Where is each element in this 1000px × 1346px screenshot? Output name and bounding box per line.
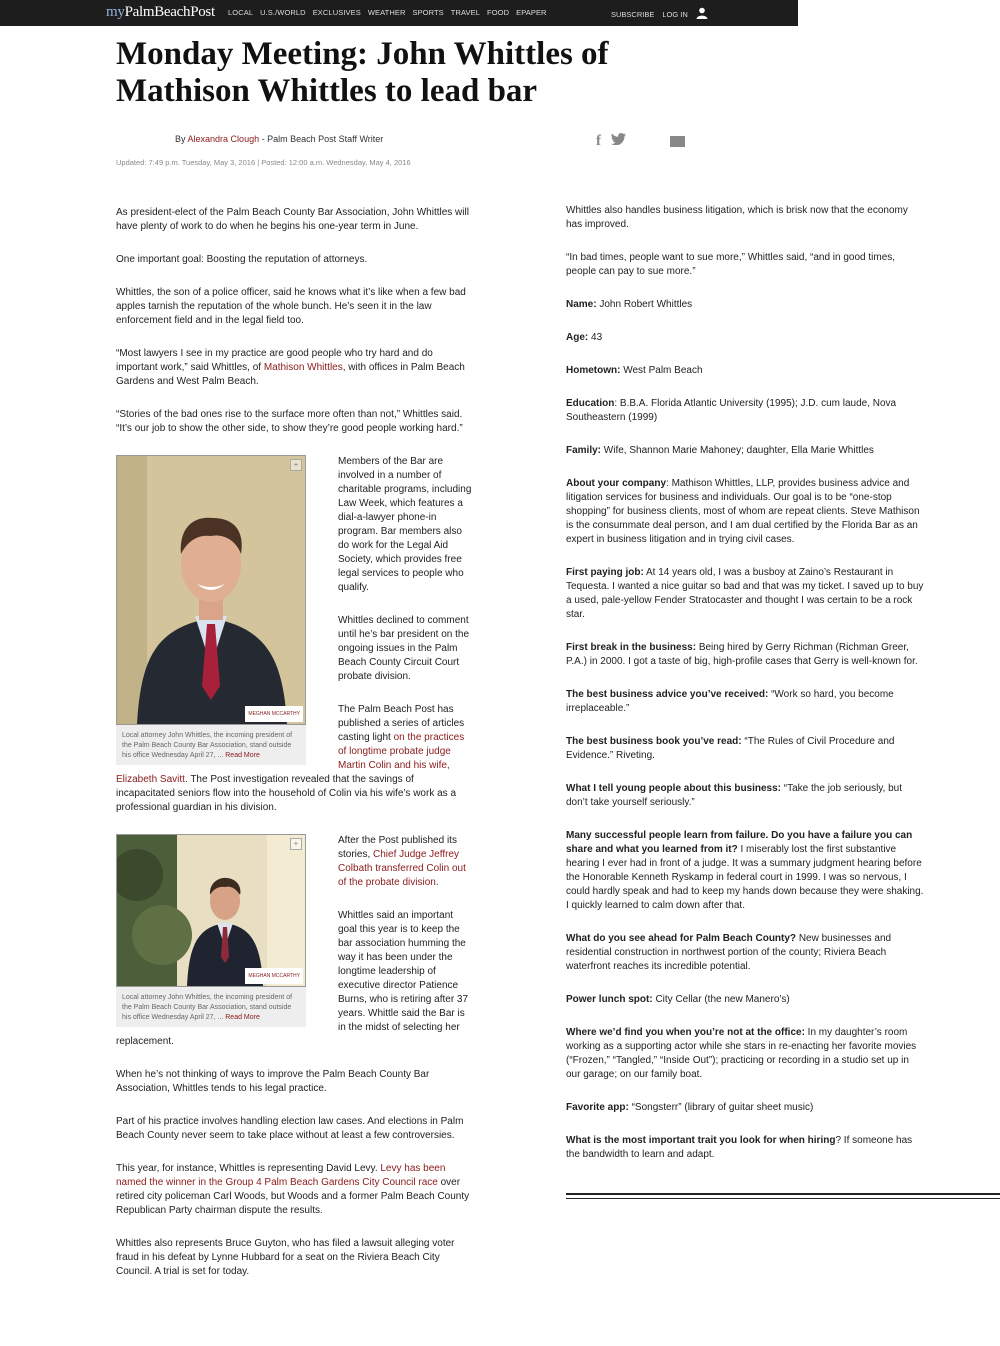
nav-food[interactable]: FOOD [487, 8, 510, 17]
paragraph: “In bad times, people want to sue more,” Whittles said, “and in good times, people can pay to sue more.” [566, 252, 896, 277]
qa-power-lunch: Power lunch spot: City Cellar (the new Manero’s) [566, 994, 790, 1005]
photo-caption: Local attorney John Whittles, the incoming president of the Palm Beach County Bar Association, stand outside his office Wednesday April 27, ... Read More [122, 732, 293, 759]
article-title: Monday Meeting: John Whittles of Mathison Whittles to lead bar [116, 36, 609, 109]
paragraph: “Stories of the bad ones rise to the surface more often than not,” Whittles said. “It’s our job to show the other side, to show they’re good people working hard.” [116, 409, 463, 434]
qa-first-break: First break in the business: Being hired by Gerry Richman (Richman Greer, P.A.) in 2000. I got a taste of big, high-profile cases that Gerry is well-known for. [566, 642, 918, 667]
article-body-left [116, 206, 474, 1298]
photo-credit: MEGHAN MCCARTHY [245, 706, 303, 722]
qa-hiring-trait: What is the most important trait you look for when hiring? If someone has the bandwidth to learn and adapt. [566, 1135, 913, 1160]
paragraph: Whittles, the son of a police officer, said he knows what it’s like when a few bad apples tarnish the reputation of the whole bunch. He’s seen it in the law enforcement field and in the legal field too. [116, 287, 466, 326]
user-icon[interactable] [696, 6, 708, 18]
email-icon[interactable] [670, 136, 685, 147]
nav-epaper[interactable]: EPAPER [516, 8, 547, 17]
nav-sports[interactable]: SPORTS [412, 8, 444, 17]
nav-weather[interactable]: WEATHER [367, 8, 406, 17]
qa-name: Name: John Robert Whittles [566, 299, 693, 310]
qa-failure: Many successful people learn from failure. Do you have a failure you can share and what you learned from it? I miserably lost the first substantive hearing I ever had in front of a judge. It was a summary judgment hearing before the Honorable Kenneth Ryskamp in federal court in 1999. I was so nervous, I could hardly speak and had to keep my hands down because they were shaking. I quickly learned to calm down after that. [566, 830, 924, 911]
photo-figure [116, 834, 306, 1027]
expand-icon[interactable]: + [290, 838, 302, 850]
qa-family: Family: Wife, Shannon Marie Mahoney; daughter, Ella Marie Whittles [566, 445, 874, 456]
facebook-icon[interactable]: f [596, 132, 601, 149]
paragraph: When he’s not thinking of ways to improve the Palm Beach County Bar Association, Whittles tends to his legal practice. [116, 1069, 430, 1094]
paragraph: Whittles said an important goal this year is to keep the bar association humming the way it has been under the longtime leadership of executive director Patience Burns, who is retiring after 37 years. Whittle said the Bar is in the midst of selecting her replacement. [116, 910, 469, 1047]
paragraph: Whittles also handles business litigation, which is brisk now that the economy has improved. [566, 205, 908, 230]
paragraph: Whittles declined to comment until he’s bar president on the ongoing issues in the Palm Beach County Circuit Court probate division. [338, 615, 470, 682]
whittles-portrait-photo[interactable] [116, 455, 306, 725]
expand-icon[interactable]: + [290, 459, 302, 471]
article-body-right [566, 204, 924, 1181]
nav-exclusives[interactable]: EXCLUSIVES [312, 8, 361, 17]
paragraph: One important goal: Boosting the reputation of attorneys. [116, 254, 368, 265]
whittles-outdoor-photo[interactable] [116, 834, 306, 987]
paragraph: Part of his practice involves handling election law cases. And elections in Palm Beach County never seem to take place without at least a few controversies. [116, 1116, 464, 1141]
paragraph: Whittles also represents Bruce Guyton, who has filed a lawsuit alleging voter fraud in his defeat by Lynne Hubbard for a seat on the Riviera Beach City Council. A trial is set for today. [116, 1238, 455, 1277]
paragraph: The Palm Beach Post has published a series of articles casting light on the practices of longtime probate judge Martin Colin and his wife, Elizabeth Savitt. The Post investigation revealed that the savings of incapacitated seniors flow into the household of Colin via his wife’s work as a professional guardian in his division. [116, 704, 465, 813]
paragraph: This year, for instance, Whittles is representing David Levy. Levy has been named the winner in the Group 4 Palm Beach Gardens City Council race over retired city policeman Carl Woods, but Woods and a former Palm Beach County Republican Party chairman dispute the results. [116, 1163, 470, 1216]
colbath-link[interactable]: Chief Judge Jeffrey Colbath transferred Colin out of the probate division [338, 849, 466, 888]
photo-caption: Local attorney John Whittles, the incoming president of the Palm Beach County Bar Association, stand outside his office Wednesday April 27, ... Read More [122, 994, 293, 1021]
qa-first-job: First paying job: At 14 years old, I was a busboy at Zaino’s Restaurant in Tequesta. I wanted a nice guitar so bad and that was my ticket. I saved up to buy a used, pale-yellow Fender Stratocaster and thought I was certain to be a rock star. [566, 567, 924, 620]
byline: By Alexandra Clough - Palm Beach Post Staff Writer [175, 134, 384, 144]
account-links [611, 8, 708, 20]
article-dates: Updated: 7:49 p.m. Tuesday, May 3, 2016 | Posted: 12:00 a.m. Wednesday, May 4, 2016 [116, 158, 411, 167]
paragraph: After the Post published its stories, Chief Judge Jeffrey Colbath transferred Colin out of the probate division. [338, 835, 466, 888]
qa-hometown: Hometown: West Palm Beach [566, 365, 703, 376]
paragraph: “Most lawyers I see in my practice are good people who try hard and do important work,” said Whittles, of Mathison Whittles, with offices in Palm Beach Gardens and West Palm Beach. [116, 348, 465, 387]
read-more-link[interactable]: Read More [225, 752, 260, 759]
twitter-icon[interactable] [611, 132, 626, 150]
nav-local[interactable]: LOCAL [228, 8, 254, 17]
photo-figure [116, 455, 306, 765]
qa-age: Age: 43 [566, 332, 603, 343]
qa-ahead: What do you see ahead for Palm Beach County? New businesses and residential construction in northwest portion of the county; Riviera Beach waterfront reaches its incredible potential. [566, 933, 892, 972]
subscribe-link[interactable]: SUBSCRIBE [611, 9, 655, 19]
qa-education: Education: B.B.A. Florida Atlantic University (1995); J.D. cum laude, Nova Southeastern (1999) [566, 398, 897, 423]
mathison-whittles-link[interactable]: Mathison Whittles [263, 362, 343, 373]
qa-best-book: The best business book you’ve read: “The Rules of Civil Procedure and Evidence.” Riveting. [566, 736, 895, 761]
site-logo[interactable]: myPalmBeachPost [106, 4, 215, 20]
levy-race-link[interactable]: Levy has been named the winner in the Group 4 Palm Beach Gardens City Council race [116, 1163, 446, 1188]
paragraph: As president-elect of the Palm Beach County Bar Association, John Whittles will have plenty of work to do when he begins his one-year term in June. [116, 207, 469, 232]
login-link[interactable]: LOG IN [662, 9, 688, 19]
share-tools [596, 132, 685, 150]
main-nav [228, 8, 547, 17]
qa-company: About your company: Mathison Whittles, LLP, provides business advice and litigation services for business and individuals. Our goal is to be “one-stop shopping” for business clients, most of whom are repeat clients. Steve Mathison is the consummate deal person, and I am dual certified by the Florida Bar as an expert in business litigation and in trying civil cases. [566, 478, 920, 545]
paragraph: Members of the Bar are involved in a number of charitable programs, including Law Week, which features a dial-a-lawyer phone-in program. Bar members also do work for the Legal Aid Society, which provides free legal services to people who qualify. [338, 456, 472, 593]
author-link[interactable]: Alexandra Clough [187, 134, 260, 144]
qa-not-at-office: Where we’d find you when you’re not at the office: In my daughter’s room working as a supporting actor while she stars in re-enacting her favorite movies (“Frozen,” “Tangled,” “Inside Out”); practicing or recording in a studio set up in our garage; on our family boat. [566, 1027, 917, 1080]
top-navigation-bar [0, 0, 798, 26]
nav-travel[interactable]: TRAVEL [450, 8, 481, 17]
probate-judge-link[interactable]: on the practices of longtime probate judge Martin Colin and his wife, Elizabeth Savitt [116, 732, 465, 785]
photo-credit: MEGHAN MCCARTHY [245, 968, 303, 984]
read-more-link[interactable]: Read More [225, 1014, 260, 1021]
section-divider [566, 1193, 1000, 1199]
qa-young-people: What I tell young people about this business: “Take the job seriously, but don’t take yourself seriously.” [566, 783, 903, 808]
qa-favorite-app: Favorite app: “Songsterr” (library of guitar sheet music) [566, 1102, 814, 1113]
nav-us-world[interactable]: U.S./WORLD [260, 8, 306, 17]
qa-best-advice: The best business advice you’ve received: “Work so hard, you become irreplaceable.” [566, 689, 894, 714]
